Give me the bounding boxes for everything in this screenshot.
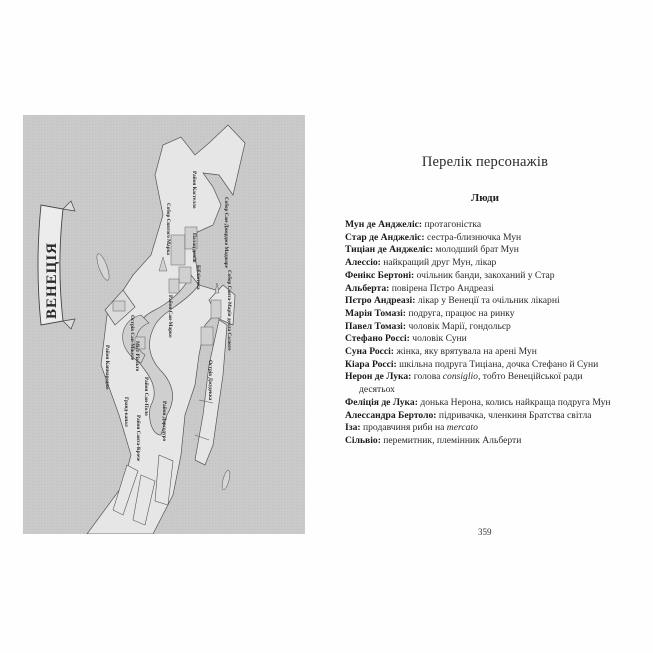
character-description: повірена Пєтро Андреазі — [389, 282, 494, 294]
character-name: Суна Россі: — [345, 346, 395, 358]
character-name: Феліція де Лука: — [345, 396, 418, 408]
character-description: перемитник, племінник Альберти — [380, 434, 522, 446]
character-description: очільник банди, закоханий у Стар — [414, 269, 555, 281]
character-name: Марія Томазі: — [345, 307, 407, 319]
character-name: Мун де Анджеліс: — [345, 219, 423, 230]
list-item — [345, 257, 620, 270]
map-label: Острів Сан-Мікеле — [129, 315, 135, 361]
map-label: Бібліотека — [195, 265, 201, 290]
map-label: Палац дожів — [191, 233, 197, 263]
map-banner-title: ВЕНЕЦІЯ — [44, 241, 60, 319]
description-text: голова — [411, 371, 443, 383]
map-label: Собор Святого Марка — [165, 203, 171, 255]
map-label: Район Кастелло — [191, 171, 197, 209]
character-name: Алессандра Бертоло: — [345, 409, 437, 421]
map-label: Острів Джудекка — [207, 360, 213, 401]
character-description: чоловік Суни — [409, 333, 467, 345]
character-description: чоловік Марії, гондольєр — [406, 320, 511, 332]
venice-map — [23, 115, 305, 534]
character-name: Алессіо: — [345, 257, 381, 269]
map-label: Район Санта-Кроче — [135, 415, 141, 462]
list-item — [345, 359, 620, 372]
list-item — [345, 333, 620, 346]
map-label: Район Сан-Поло — [143, 377, 149, 416]
map-label: Собор Санта-Марія делла Салюте — [226, 270, 232, 351]
list-item — [345, 308, 620, 321]
map-label: Міст Ріальто — [134, 341, 140, 372]
description-text: продавчиня риби на — [360, 422, 447, 434]
character-description: найкращий друг Мун, лікар — [380, 257, 497, 269]
list-item — [345, 232, 620, 245]
character-name: Фенікс Бертоні: — [345, 269, 415, 281]
character-description: лікар у Венеції та очільник лікарні — [415, 295, 560, 307]
character-name: Нерон де Лука: — [345, 371, 412, 383]
character-name: Пєтро Андреазі: — [345, 295, 416, 307]
character-description: молодший брат Мун — [433, 244, 519, 256]
character-name: Тиціан де Анджеліс: — [345, 244, 434, 256]
italic-term: consiglio — [442, 371, 478, 383]
character-name: Альберта: — [345, 282, 390, 294]
list-item — [345, 283, 620, 296]
character-name: Сільвіо: — [345, 434, 381, 446]
character-description — [361, 422, 478, 433]
list-item — [345, 219, 620, 232]
character-name: Стар де Анджеліс: — [345, 231, 425, 243]
map-illustration — [23, 115, 305, 534]
description-text: , тобто Венеційської ради десятьох — [359, 371, 583, 396]
list-item — [345, 295, 620, 308]
character-name: Кіара Россі: — [345, 358, 397, 370]
character-list — [345, 219, 620, 448]
italic-term: mercato — [446, 422, 478, 434]
page-title: Перелік персонажів — [421, 154, 549, 170]
map-label: Гранд-канал — [123, 397, 129, 427]
character-description: жінка, яку врятувала на арені Мун — [394, 346, 537, 358]
list-item — [345, 410, 620, 423]
character-description: протагоністка — [422, 219, 482, 230]
map-label: Район Дорсодуро — [161, 401, 167, 442]
character-description: подруга, працює на ринку — [406, 307, 515, 319]
map-label: Район Каннареджо — [104, 345, 110, 390]
list-item — [345, 397, 620, 410]
list-item — [345, 371, 620, 396]
character-name: Павел Томазі: — [345, 320, 407, 332]
character-name: Стефано Россі: — [345, 333, 410, 345]
character-description: сестра-близнючка Мун — [424, 231, 522, 243]
list-item — [345, 435, 620, 448]
list-item — [345, 422, 620, 435]
section-title: Люди — [471, 192, 499, 204]
list-item — [345, 321, 620, 334]
page-number: 359 — [478, 527, 492, 537]
list-item — [345, 244, 620, 257]
character-description: підривачка, членкиня Братства світла — [436, 409, 592, 421]
map-label: Собор Сан-Джорджо Маджоре — [223, 197, 229, 268]
character-description: донька Нерона, колись найкраща подруга Мун — [417, 396, 611, 408]
map-label: Район Сан-Марко — [167, 295, 173, 338]
list-item — [345, 346, 620, 359]
character-name: Іза: — [345, 422, 361, 434]
list-item — [345, 270, 620, 283]
character-description: шкільна подруга Тиціана, дочка Стефано й Суни — [396, 358, 599, 370]
